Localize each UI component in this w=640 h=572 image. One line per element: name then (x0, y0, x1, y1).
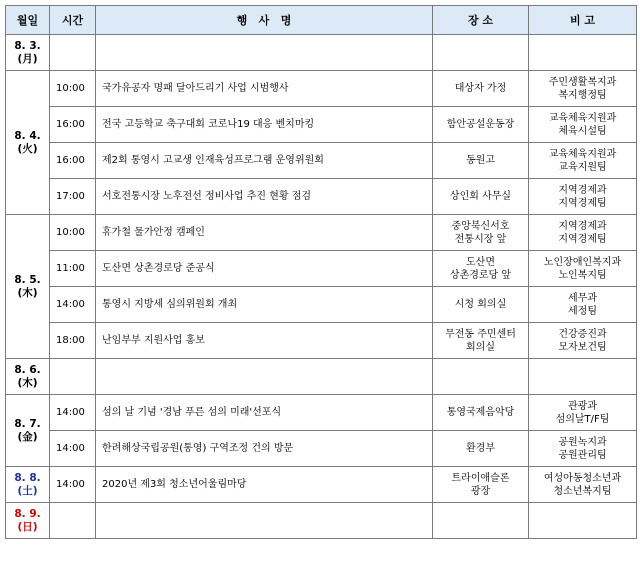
event-note (529, 71, 637, 107)
event-time: 14:00 (50, 287, 96, 323)
schedule-row (6, 35, 637, 71)
header-date: 월일 (6, 6, 50, 35)
event-title: 서호전통시장 노후전선 정비사업 추진 현황 점검 (96, 179, 433, 215)
weekday-label: (木) (17, 286, 38, 299)
event-place (433, 467, 529, 503)
event-place (433, 179, 529, 215)
date-cell (6, 215, 50, 359)
event-time: 10:00 (50, 215, 96, 251)
date-label: 8. 8. (14, 471, 41, 484)
event-place-line: 무전동 주민센터 (445, 328, 516, 340)
event-place-line: 상인회 사무실 (449, 191, 512, 202)
event-note-line: 건강증진과 (558, 328, 607, 340)
empty-cell (96, 359, 433, 395)
event-note-line: 노인복지팀 (558, 269, 607, 281)
date-label: 8. 5. (14, 273, 41, 286)
event-note (529, 395, 637, 431)
event-note (529, 107, 637, 143)
empty-cell (433, 359, 529, 395)
event-note-line: 모자보건팀 (558, 341, 607, 353)
event-note (529, 179, 637, 215)
event-note-line: 체육시설팀 (558, 125, 607, 137)
schedule-row (6, 503, 637, 539)
header-event: 행 사 명 (96, 6, 433, 35)
empty-cell (433, 35, 529, 71)
event-note-line: 세무과 (568, 292, 597, 304)
weekday-label: (月) (17, 52, 38, 65)
event-place-line: 시청 회의실 (454, 299, 507, 310)
schedule-row (6, 179, 637, 215)
schedule-row (6, 71, 637, 107)
event-note (529, 215, 637, 251)
empty-cell (50, 359, 96, 395)
schedule-row (6, 467, 637, 503)
event-note-line: 관광과 (568, 400, 597, 412)
schedule-row (6, 215, 637, 251)
event-note-line: 세정팀 (568, 305, 597, 317)
event-place-line: 환경부 (466, 443, 495, 454)
event-note-line: 주민생활복지과 (548, 76, 617, 88)
event-note-line: 교육지원팀 (558, 161, 607, 173)
schedule-row (6, 251, 637, 287)
header-time: 시간 (50, 6, 96, 35)
event-place-line: 광장 (470, 485, 491, 497)
event-note-line: 청소년복지팀 (553, 485, 612, 497)
schedule-row (6, 395, 637, 431)
event-note-line: 지역경제과 (558, 220, 607, 232)
event-place-line: 동원고 (466, 155, 495, 166)
event-note-line: 섬의날T/F팀 (555, 413, 610, 425)
date-cell (6, 467, 50, 503)
event-title: 제2회 통영시 고교생 인재육성프로그램 운영위원회 (96, 143, 433, 179)
event-place-line: 회의실 (466, 341, 495, 353)
event-time: 10:00 (50, 71, 96, 107)
empty-cell (529, 503, 637, 539)
date-label: 8. 7. (14, 417, 41, 430)
event-place (433, 215, 529, 251)
event-note (529, 431, 637, 467)
event-place-line: 상촌경로당 앞 (449, 269, 512, 281)
empty-cell (433, 503, 529, 539)
date-label: 8. 3. (14, 39, 41, 52)
event-note-line: 공원관리팀 (558, 449, 607, 461)
event-time: 11:00 (50, 251, 96, 287)
event-note-line: 노인장애인복지과 (543, 256, 622, 268)
date-cell (6, 395, 50, 467)
event-place-line: 도산면 (466, 256, 495, 268)
header-row (6, 6, 637, 35)
event-place-line: 함안공설운동장 (446, 119, 515, 130)
empty-cell (50, 503, 96, 539)
event-note-line: 지역경제팀 (558, 197, 607, 209)
weekday-label: (土) (17, 484, 38, 497)
event-title: 2020년 제3회 청소년어울림마당 (96, 467, 433, 503)
date-cell (6, 35, 50, 71)
date-cell (6, 359, 50, 395)
event-time: 18:00 (50, 323, 96, 359)
event-note-line: 교육체육지원과 (548, 112, 617, 124)
event-title: 도산면 상촌경로당 준공식 (96, 251, 433, 287)
weekday-label: (日) (17, 520, 38, 533)
event-note-line: 지역경제과 (558, 184, 607, 196)
event-place (433, 323, 529, 359)
event-place-line: 전통시장 앞 (454, 233, 507, 245)
event-place-line: 중앙북신서호 (451, 220, 510, 232)
event-place-line: 통영국제음악당 (446, 407, 515, 418)
event-note (529, 143, 637, 179)
empty-cell (50, 35, 96, 71)
empty-cell (96, 503, 433, 539)
event-place (433, 395, 529, 431)
event-time: 17:00 (50, 179, 96, 215)
event-title: 통영시 지방세 심의위원회 개최 (96, 287, 433, 323)
empty-cell (96, 35, 433, 71)
event-time: 16:00 (50, 143, 96, 179)
event-place (433, 107, 529, 143)
event-place (433, 71, 529, 107)
event-note-line: 여성아동청소년과 (543, 472, 622, 484)
event-title: 국가유공자 명패 달아드리기 사업 시범행사 (96, 71, 433, 107)
event-note-line: 복지행정팀 (558, 89, 607, 101)
event-note-line: 공원녹지과 (558, 436, 607, 448)
event-place-line: 트라이애슬론 (451, 472, 510, 484)
schedule-row (6, 143, 637, 179)
schedule-row (6, 431, 637, 467)
event-place (433, 287, 529, 323)
event-note-line: 교육체육지원과 (548, 148, 617, 160)
event-note (529, 467, 637, 503)
date-cell (6, 71, 50, 215)
event-place-line: 대상자 가정 (454, 83, 507, 94)
empty-cell (529, 35, 637, 71)
schedule-row (6, 107, 637, 143)
date-label: 8. 4. (14, 129, 41, 142)
schedule-row (6, 359, 637, 395)
event-title: 섬의 날 기념 '경남 푸른 섬의 미래'선포식 (96, 395, 433, 431)
event-title: 난임부부 지원사업 홍보 (96, 323, 433, 359)
event-note (529, 287, 637, 323)
event-title: 전국 고등학교 축구대회 코로나19 대응 벤치마킹 (96, 107, 433, 143)
event-place (433, 143, 529, 179)
weekday-label: (火) (17, 142, 38, 155)
event-title: 휴가철 물가안정 캠페인 (96, 215, 433, 251)
event-place (433, 251, 529, 287)
weekday-label: (木) (17, 376, 38, 389)
date-cell (6, 503, 50, 539)
schedule-row (6, 287, 637, 323)
event-time: 14:00 (50, 431, 96, 467)
schedule-table (5, 5, 637, 539)
event-note (529, 323, 637, 359)
schedule-row (6, 323, 637, 359)
date-label: 8. 9. (14, 507, 41, 520)
event-place (433, 431, 529, 467)
header-note: 비 고 (529, 6, 637, 35)
date-label: 8. 6. (14, 363, 41, 376)
event-note-line: 지역경제팀 (558, 233, 607, 245)
weekday-label: (金) (17, 430, 38, 443)
event-time: 14:00 (50, 467, 96, 503)
empty-cell (529, 359, 637, 395)
event-note (529, 251, 637, 287)
event-title: 한려해상국립공원(통영) 구역조정 건의 방문 (96, 431, 433, 467)
header-place: 장 소 (433, 6, 529, 35)
event-time: 14:00 (50, 395, 96, 431)
event-time: 16:00 (50, 107, 96, 143)
